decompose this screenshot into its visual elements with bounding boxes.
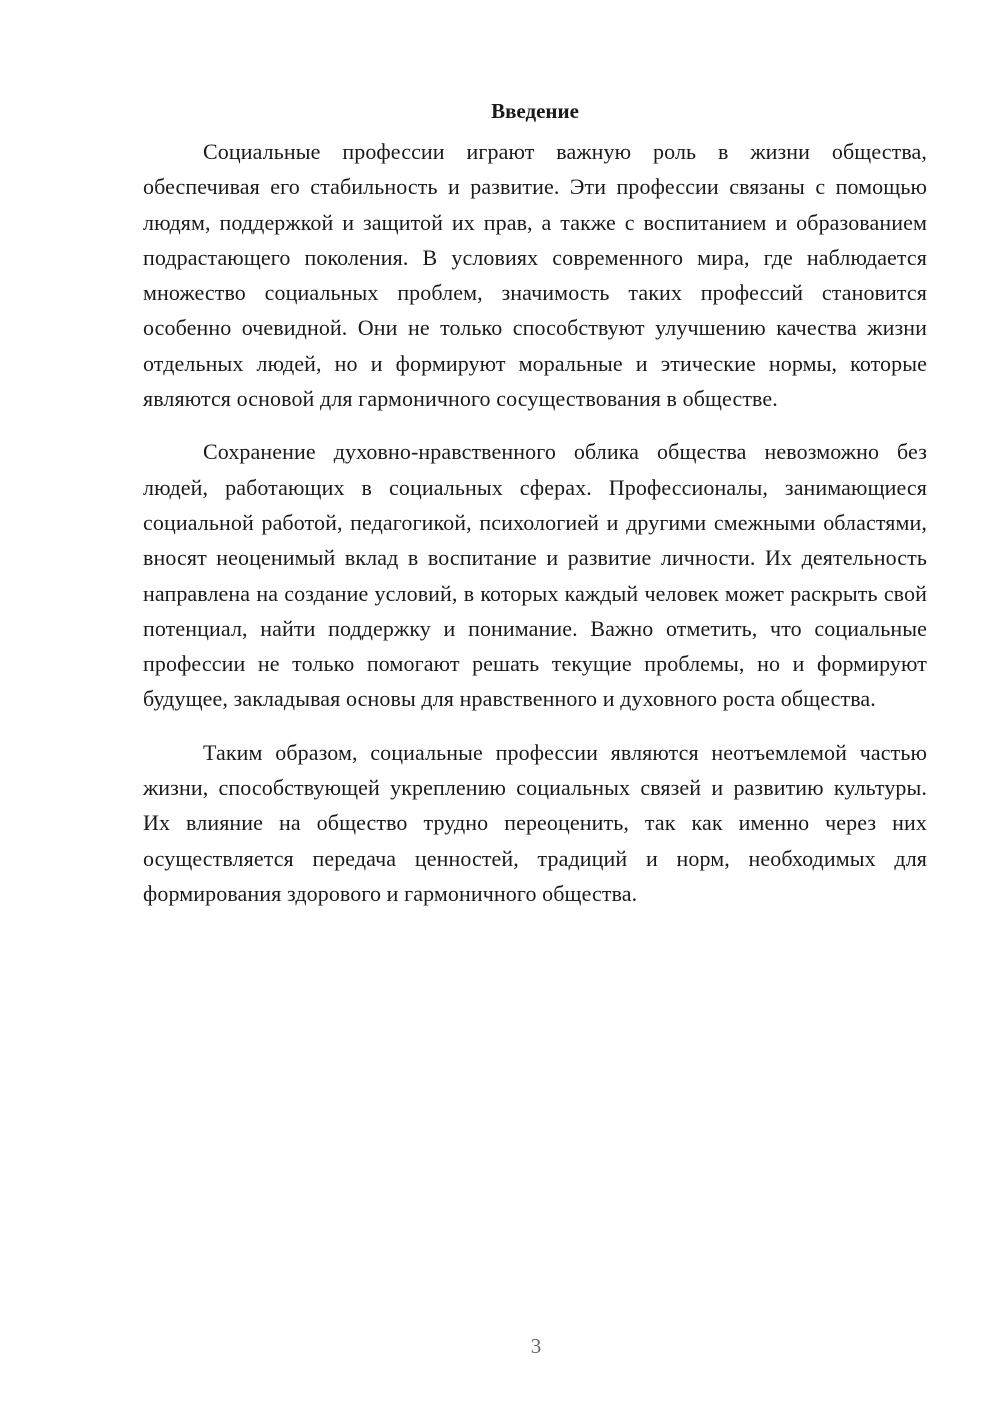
paragraph-1: Социальные профессии играют важную роль в жизни общества, обеспечивая его стабильность и развитие. Эти профессии связаны с помощью людям, поддержкой и защитой их прав, а также с воспитанием и образованием подрастающего поколения. В условиях современного мира, где наблюдается множество социальных проблем, значимость таких профессий становится особенно очевидной. Они не только способствуют улучшению качества жизни отдельных людей, но и формируют моральные и этические нормы, которые являются основой для гармоничного сосуществования в обществе. (143, 139, 927, 412)
paragraph-2: Сохранение духовно-нравственного облика общества невозможно без людей, работающих в социальных сферах. Профессионалы, занимающиеся социальной работой, педагогикой, психологией и другими смежными областями, вносят неоценимый вклад в воспитание и развитие личности. Их деятельность направлена на создание условий, в которых каждый человек может раскрыть свой потенциал, найти поддержку и понимание. Важно отметить, что социальные профессии не только помогают решать текущие проблемы, но и формируют будущее, закладывая основы для нравственного и духовного роста общества. (143, 439, 927, 712)
section-title: Введение (491, 99, 579, 123)
document-body (143, 96, 927, 929)
page-number: 3 (530, 1334, 542, 1358)
paragraph-3: Таким образом, социальные профессии являются неотъемлемой частью жизни, способствующей укреплению социальных связей и развитию культуры. Их влияние на общество трудно переоценить, так как именно через них осуществляется передача ценностей, традиций и норм, необходимых для формирования здорового и гармоничного общества. (143, 739, 927, 906)
